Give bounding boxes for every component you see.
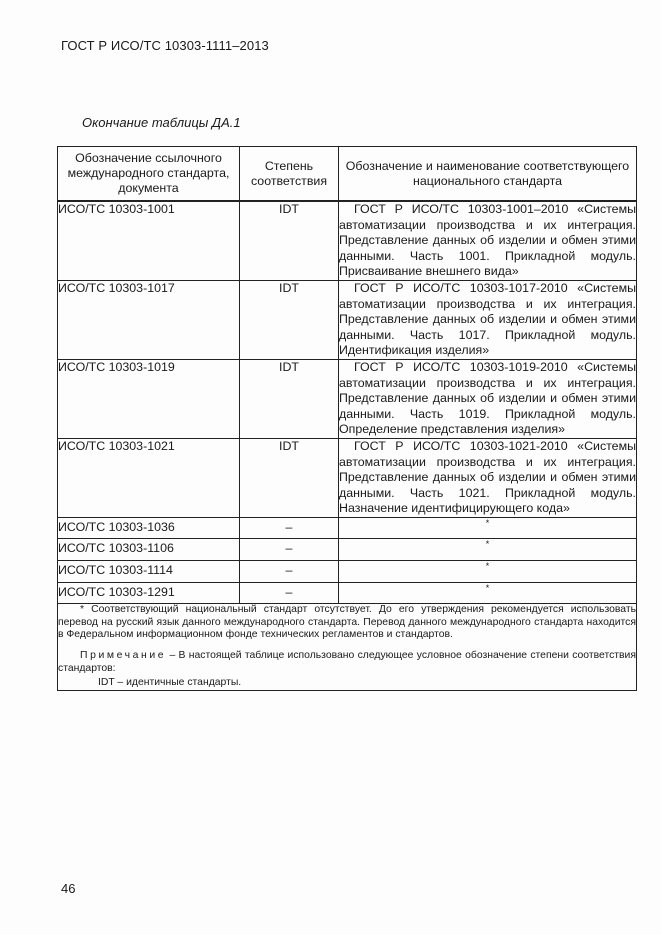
- table-row: [58, 438, 637, 517]
- table-notes-row: [58, 604, 637, 691]
- table-row: [58, 582, 637, 604]
- note-paragraph: [58, 650, 636, 675]
- row-degree: IDT: [240, 438, 339, 517]
- row-national-footnote-mark: *: [339, 539, 637, 561]
- row-doc: ИСО/ТС 10303-1106: [58, 539, 240, 561]
- row-national: [339, 359, 637, 438]
- table-row: [58, 201, 637, 280]
- row-degree: –: [240, 517, 339, 539]
- row-degree: IDT: [240, 201, 339, 280]
- row-doc: ИСО/ТС 10303-1291: [58, 582, 240, 604]
- row-doc: ИСО/ТС 10303-1021: [58, 438, 240, 517]
- row-national-footnote-mark: *: [339, 582, 637, 604]
- row-degree: IDT: [240, 280, 339, 359]
- header-doc: Обозначение ссылочного международного стандарта, документа: [58, 147, 240, 202]
- row-national: [339, 438, 637, 517]
- row-doc: ИСО/ТС 10303-1001: [58, 201, 240, 280]
- row-degree: –: [240, 582, 339, 604]
- row-national-text: ГОСТ Р ИСО/ТС 10303-1017-2010 «Системы автоматизации производства и их интеграция. Представление данных об изделии и обмен этими данными. Часть 1017. Прикладной модуль. Идентификация изделия»: [339, 280, 636, 358]
- table-header-row: [58, 147, 637, 202]
- row-degree: IDT: [240, 359, 339, 438]
- row-degree: –: [240, 539, 339, 561]
- row-degree: –: [240, 561, 339, 583]
- footnote-text: * Соответствующий национальный стандарт отсутствует. До его утверждения рекомендуется использовать перевод на русский язык данного международного стандарта. Перевод данного международного стандарта находится в Федеральном информационном фонде технических регламентов и стандартов.: [58, 604, 636, 641]
- row-doc: ИСО/ТС 10303-1017: [58, 280, 240, 359]
- header-degree: Степень соответствия: [240, 147, 339, 202]
- document-header: ГОСТ Р ИСО/ТС 10303-1111–2013: [61, 38, 269, 53]
- row-doc: ИСО/ТС 10303-1036: [58, 517, 240, 539]
- table-row: [58, 280, 637, 359]
- row-doc: ИСО/ТС 10303-1114: [58, 561, 240, 583]
- page-number: 46: [61, 881, 76, 896]
- row-national-text: ГОСТ Р ИСО/ТС 10303-1001–2010 «Системы автоматизации производства и их интеграция. Представление данных об изделии и обмен этими данными. Часть 1001. Прикладной модуль. Присваивание внешнего вида»: [339, 202, 636, 279]
- row-national: [339, 280, 637, 359]
- row-doc: ИСО/ТС 10303-1019: [58, 359, 240, 438]
- table-row: [58, 561, 637, 583]
- header-national: Обозначение и наименование соответствующего национального стандарта: [339, 147, 637, 202]
- table-row: [58, 359, 637, 438]
- row-national-text: ГОСТ Р ИСО/ТС 10303-1021-2010 «Системы автоматизации производства и их интеграция. Представление данных об изделии и обмен этими данными. Часть 1021. Прикладной модуль. Назначение идентифицирующего кода»: [339, 438, 636, 516]
- row-national-text: ГОСТ Р ИСО/ТС 10303-1019-2010 «Системы автоматизации производства и их интеграция. Представление данных об изделии и обмен этими данными. Часть 1019. Прикладной модуль. Определение представления изделия»: [339, 359, 636, 437]
- table-row: [58, 517, 637, 539]
- row-national-footnote-mark: *: [339, 561, 637, 583]
- row-national: [339, 201, 637, 280]
- note-text: – В настоящей таблице использовано следующее условное обозначение степени соответствия стандартов:: [58, 650, 636, 674]
- reference-table: [57, 146, 637, 691]
- idt-legend: IDT – идентичные стандарты.: [98, 677, 242, 689]
- table-notes: [58, 604, 637, 691]
- note-label: Примечание: [80, 650, 167, 662]
- row-national-footnote-mark: *: [339, 517, 637, 539]
- table-caption: Окончание таблицы ДА.1: [82, 115, 241, 130]
- table-row: [58, 539, 637, 561]
